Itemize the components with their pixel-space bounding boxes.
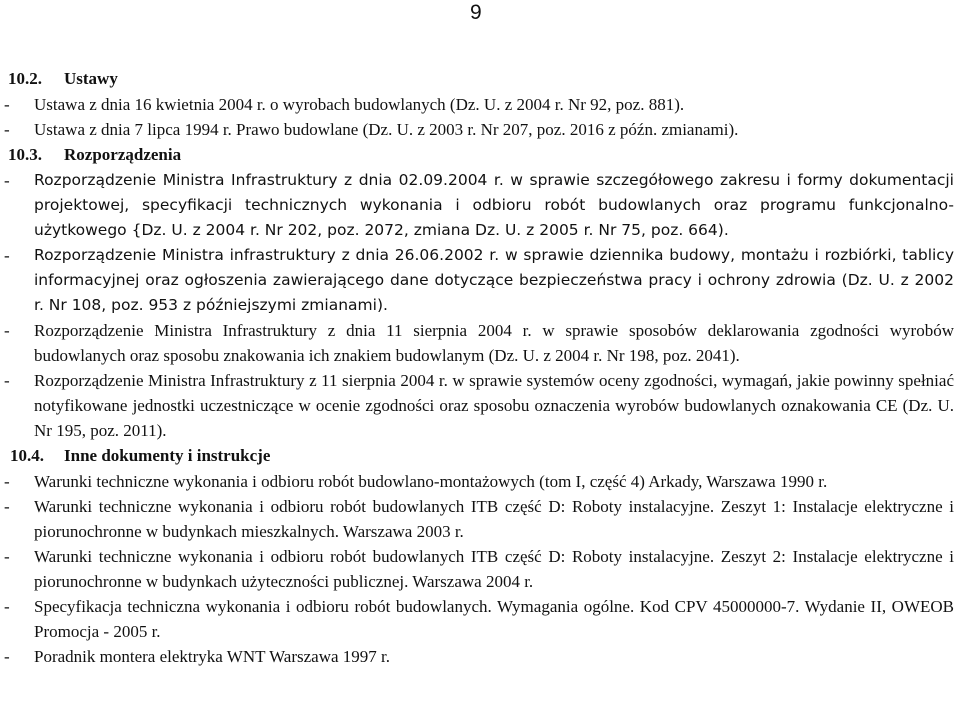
section-number: 10.2. [8,69,42,88]
section-title: Ustawy [64,69,118,88]
section-title: Inne dokumenty i instrukcje [64,446,271,465]
section-number: 10.4. [10,446,44,465]
section-rozporzadzenia [0,142,960,443]
list-item-text: Poradnik montera elektryka WNT Warszawa 1997 r. [34,647,391,666]
section-heading [0,443,960,469]
list-item-text: Rozporządzenie Ministra Infrastruktury z dnia 02.09.2004 r. w sprawie szczegółowego zakresu i formy dokumentacji projektowej, specyfikacji technicznych wykonania i odbioru robót budowlanych oraz programu funkcjonalno-użytkowego {Dz. U. z 2004 r. Nr 202, poz. 2072, zmiana Dz. U. z 2005 r. Nr 75, poz. 664). [34,171,954,239]
list-item-text: Warunki techniczne wykonania i odbioru robót budowlanych ITB część D: Roboty instalacyjne. Zeszyt 2: Instalacje elektryczne i piorunochronne w budynkach użyteczności publicznej. Warszawa 2004 r. [34,547,954,591]
section-heading [0,142,960,168]
list-item [0,92,960,117]
section-heading [0,66,960,92]
page-number: 9 [470,1,482,24]
list-item [0,243,960,318]
list-item-text: Specyfikacja techniczna wykonania i odbioru robót budowlanych. Wymagania ogólne. Kod CPV 45000000-7. Wydanie II, OWEOB Promocja - 2005 r. [34,597,954,641]
bullet-dash: - [4,95,10,114]
bullet-dash: - [4,472,10,491]
list-item-text: Ustawa z dnia 16 kwietnia 2004 r. o wyrobach budowlanych (Dz. U. z 2004 r. Nr 92, poz. 881). [34,95,685,114]
bullet-dash: - [4,120,10,139]
list-item [0,117,960,142]
section-number: 10.3. [8,145,42,164]
section-ustawy [0,66,960,142]
section-inne-dokumenty [0,443,960,669]
list-item [0,644,960,669]
list-item [0,318,960,368]
list-item [0,469,960,494]
list-item-text: Rozporządzenie Ministra Infrastruktury z 11 sierpnia 2004 r. w sprawie systemów oceny zgodności, wymagań, jakie powinny spełniać notyfikowane jednostki uczestniczące w ocenie zgodności oraz sposobu oznaczenia wyrobów budowlanych oznakowania CE (Dz. U. Nr 195, poz. 2011). [34,371,954,440]
bullet-dash: - [4,171,10,190]
list-item-text: Warunki techniczne wykonania i odbioru robót budowlanych ITB część D: Roboty instalacyjne. Zeszyt 1: Instalacje elektryczne i piorunochronne w budynkach mieszkalnych. Warszawa 2003 r. [34,497,954,541]
list-item-text: Rozporządzenie Ministra Infrastruktury z dnia 11 sierpnia 2004 r. w sprawie sposobów deklarowania zgodności wyrobów budowlanych oraz sposobu znakowania ich znakiem budowlanym (Dz. U. z 2004 r. Nr 198, poz. 2041). [34,321,954,365]
list-item [0,494,960,544]
bullet-dash: - [4,321,10,340]
section-title: Rozporządzenia [64,145,182,164]
document-body [0,66,960,669]
bullet-dash: - [4,371,10,390]
bullet-dash: - [4,497,10,516]
list-item [0,368,960,443]
bullet-dash: - [4,597,10,616]
list-item [0,594,960,644]
list-item-text: Ustawa z dnia 7 lipca 1994 r. Prawo budowlane (Dz. U. z 2003 r. Nr 207, poz. 2016 z późn. zmianami). [34,120,739,139]
bullet-dash: - [4,246,10,265]
bullet-dash: - [4,547,10,566]
list-item [0,544,960,594]
list-item [0,168,960,243]
list-item-text: Warunki techniczne wykonania i odbioru robót budowlano-montażowych (tom I, część 4) Arkady, Warszawa 1990 r. [34,472,828,491]
bullet-dash: - [4,647,10,666]
list-item-text: Rozporządzenie Ministra infrastruktury z dnia 26.06.2002 r. w sprawie dziennika budowy, montażu i rozbiórki, tablicy informacyjnej oraz ogłoszenia zawierającego dane dotyczące bezpieczeństwa pracy i ochrony zdrowia (Dz. U. z 2002 r. Nr 108, poz. 953 z późniejszymi zmianami). [34,246,954,314]
